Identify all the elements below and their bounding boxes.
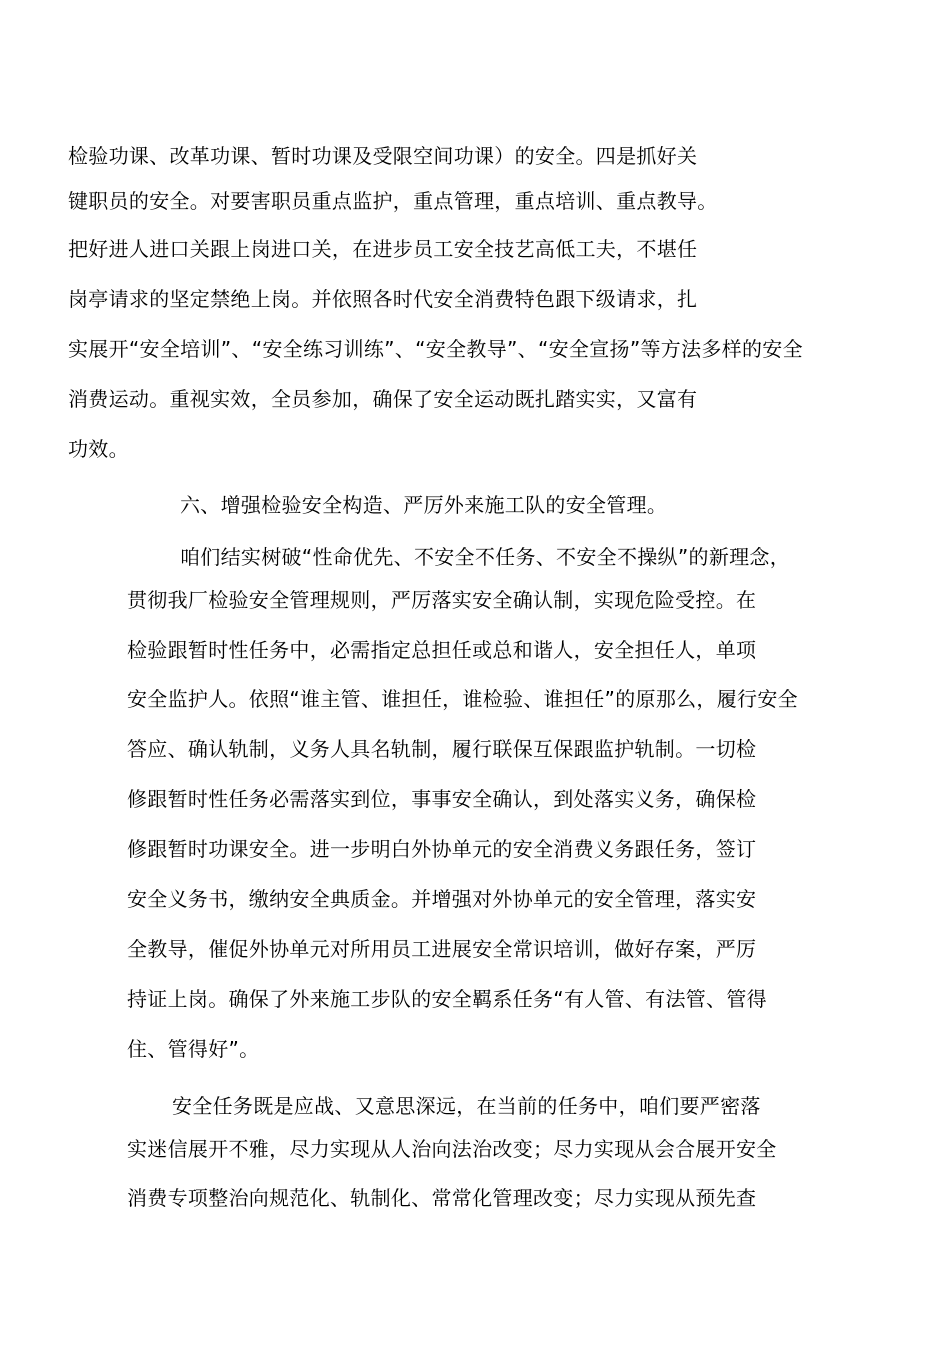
text-line-21: 实迷信展开不雅，尽力实现从人治向法治改变；尽力实现从会合展开安全 — [127, 1137, 777, 1161]
text-line-16: 安全义务书，缴纳安全典质金。并增强对外协单元的安全管理，落实安 — [127, 887, 757, 911]
text-line-1: 检验功课、改革功课、暂时功课及受限空间功课）的安全。四是抓好关 — [68, 144, 698, 168]
text-line-11: 检验跟暂时性任务中，必需指定总担任或总和谐人，安全担任人，单项 — [127, 638, 757, 662]
text-line-14: 修跟暂时性任务必需落实到位，事事安全确认，到处落实义务，确保检 — [127, 787, 757, 811]
text-line-9: 咱们结实树破“性命优先、不安全不任务、不安全不操纵”的新理念， — [180, 545, 791, 569]
text-line-12: 安全监护人。依照“谁主管、谁担任，谁检验、谁担任”的原那么，履行安全 — [127, 687, 798, 711]
text-line-20: 安全任务既是应战、又意思深远，在当前的任务中，咱们要严密落 — [172, 1094, 761, 1118]
text-line-5: 实展开“安全培训”、“安全练习训练”、“安全教导”、“安全宣扬”等方法多样的安全 — [68, 337, 803, 361]
text-line-17: 全教导，催促外协单元对所用员工进展安全常识培训，做好存案，严厉 — [127, 937, 757, 961]
text-line-4: 岗亭请求的坚定禁绝上岗。并依照各时代安全消费特色跟下级请求，扎 — [68, 287, 698, 311]
section-heading: 六、增强检验安全构造、严厉外来施工队的安全管理。 — [180, 493, 668, 517]
text-line-2: 键职员的安全。对要害职员重点监护，重点管理，重点培训、重点教导。 — [68, 189, 718, 213]
text-line-18: 持证上岗。确保了外来施工步队的安全羁系任务“有人管、有法管、管得 — [127, 987, 767, 1011]
text-line-15: 修跟暂时功课安全。进一步明白外协单元的安全消费义务跟任务，签订 — [127, 837, 757, 861]
text-line-10: 贯彻我厂检验安全管理规则，严厉落实安全确认制，实现危险受控。在 — [127, 588, 757, 612]
text-line-19: 住、管得好”。 — [127, 1037, 260, 1061]
text-line-6: 消费运动。重视实效，全员参加，确保了安全运动既扎踏实实，又富有 — [68, 387, 698, 411]
text-line-22: 消费专项整治向规范化、轨制化、常常化管理改变；尽力实现从预先查 — [127, 1186, 757, 1210]
text-line-3: 把好进人进口关跟上岗进口关，在进步员工安全技艺高低工夫，不堪任 — [68, 237, 698, 261]
text-line-13: 答应、确认轨制，义务人具名轨制，履行联保互保跟监护轨制。一切检 — [127, 737, 757, 761]
text-line-7: 功效。 — [68, 437, 129, 461]
